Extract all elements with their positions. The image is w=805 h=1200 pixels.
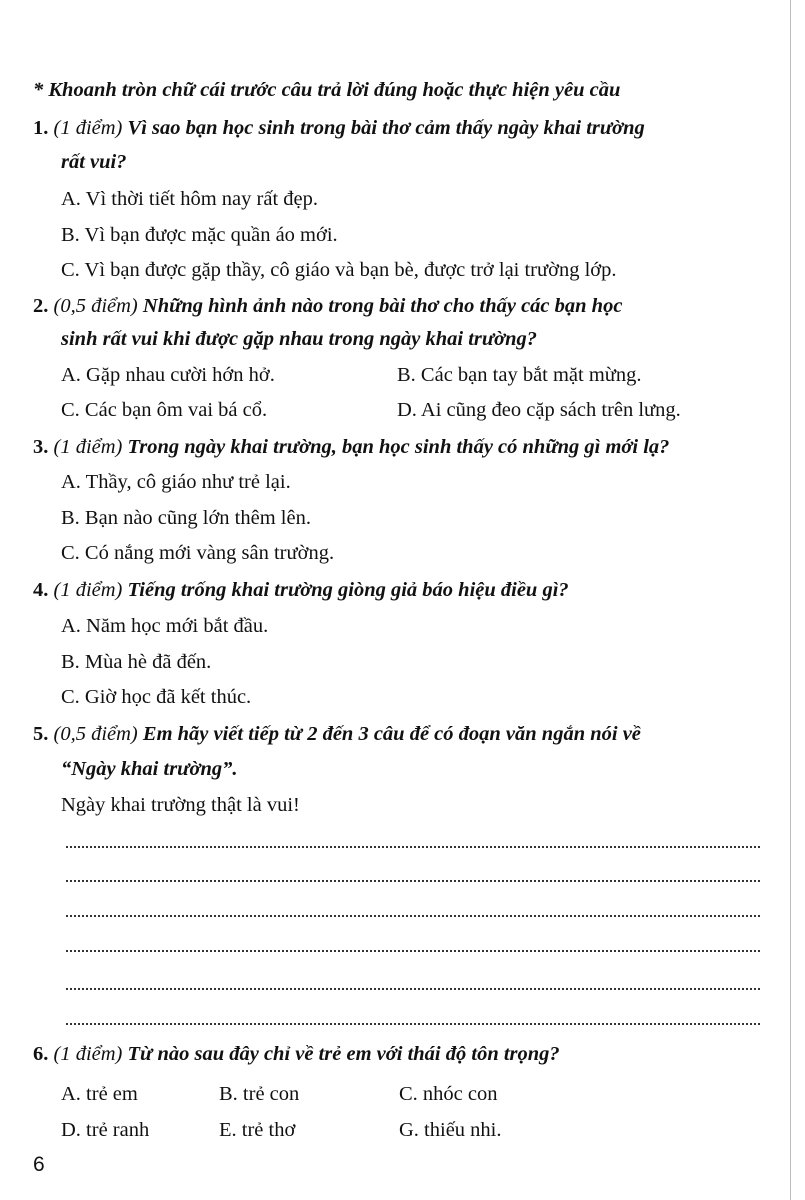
q6-option-e[interactable]: E. trẻ thơ [219, 1119, 296, 1141]
writing-line-6[interactable] [66, 1023, 760, 1025]
q4-option-b[interactable]: B. Mùa hè đã đến. [61, 651, 212, 673]
question-5-continuation: “Ngày khai trường”. [61, 758, 238, 780]
writing-line-4[interactable] [66, 950, 760, 952]
q4-option-c[interactable]: C. Giờ học đã kết thúc. [61, 686, 252, 708]
q1-option-a[interactable]: A. Vì thời tiết hôm nay rất đẹp. [61, 188, 318, 210]
question-1-continuation: rất vui? [61, 151, 127, 173]
q2-option-d[interactable]: D. Ai cũng đeo cặp sách trên lưng. [397, 399, 681, 421]
q1-option-c[interactable]: C. Vì bạn được gặp thầy, cô giáo và bạn bè, được trở lại trường lớp. [61, 259, 617, 281]
q3-option-c[interactable]: C. Có nắng mới vàng sân trường. [61, 542, 335, 564]
writing-line-1[interactable] [66, 846, 760, 848]
question-points: (1 điểm) [53, 1043, 123, 1065]
q3-option-a[interactable]: A. Thầy, cô giáo như trẻ lại. [61, 471, 291, 493]
q6-option-c[interactable]: C. nhóc con [399, 1083, 498, 1105]
question-number: 1. [33, 117, 49, 139]
question-points: (1 điểm) [53, 579, 123, 601]
writing-line-2[interactable] [66, 880, 760, 882]
writing-starter: Ngày khai trường thật là vui! [61, 794, 300, 816]
q6-option-b[interactable]: B. trẻ con [219, 1083, 300, 1105]
q4-option-a[interactable]: A. Năm học mới bắt đầu. [61, 615, 269, 637]
writing-line-5[interactable] [66, 988, 760, 990]
q1-option-b[interactable]: B. Vì bạn được mặc quần áo mới. [61, 224, 338, 246]
question-6 [33, 1042, 560, 1066]
question-points: (1 điểm) [53, 436, 123, 458]
question-text: Từ nào sau đây chỉ về trẻ em với thái độ tôn trọng? [127, 1043, 560, 1065]
q2-option-b[interactable]: B. Các bạn tay bắt mặt mừng. [397, 364, 642, 386]
question-2-continuation: sinh rất vui khi được gặp nhau trong ngày khai trường? [61, 328, 538, 350]
question-points: (1 điểm) [53, 117, 123, 139]
instruction: * Khoanh tròn chữ cái trước câu trả lời đúng hoặc thực hiện yêu cầu [33, 79, 621, 101]
writing-line-3[interactable] [66, 915, 760, 917]
q2-option-c[interactable]: C. Các bạn ôm vai bá cổ. [61, 399, 268, 421]
page-number: 6 [33, 1153, 45, 1176]
q2-option-a[interactable]: A. Gặp nhau cười hớn hở. [61, 364, 275, 386]
question-4 [33, 578, 569, 602]
question-points: (0,5 điểm) [53, 723, 138, 745]
question-5 [33, 722, 641, 746]
question-number: 3. [33, 436, 49, 458]
question-text: Em hãy viết tiếp từ 2 đến 3 câu để có đoạn văn ngắn nói về [142, 723, 641, 745]
q3-option-b[interactable]: B. Bạn nào cũng lớn thêm lên. [61, 507, 311, 529]
question-text: Vì sao bạn học sinh trong bài thơ cảm thấy ngày khai trường [127, 117, 645, 139]
question-1 [33, 116, 645, 140]
question-2 [33, 294, 622, 318]
q6-option-g[interactable]: G. thiếu nhi. [399, 1119, 502, 1141]
question-number: 6. [33, 1043, 49, 1065]
page-edge-line [790, 0, 791, 1200]
question-text: Những hình ảnh nào trong bài thơ cho thấy các bạn học [142, 295, 623, 317]
question-number: 5. [33, 723, 49, 745]
question-number: 2. [33, 295, 49, 317]
question-number: 4. [33, 579, 49, 601]
q6-option-d[interactable]: D. trẻ ranh [61, 1119, 150, 1141]
question-3 [33, 435, 669, 459]
question-text: Tiếng trống khai trường giòng giả báo hiệu điều gì? [127, 579, 569, 601]
question-points: (0,5 điểm) [53, 295, 138, 317]
question-text: Trong ngày khai trường, bạn học sinh thấy có những gì mới lạ? [127, 436, 670, 458]
q6-option-a[interactable]: A. trẻ em [61, 1083, 138, 1105]
